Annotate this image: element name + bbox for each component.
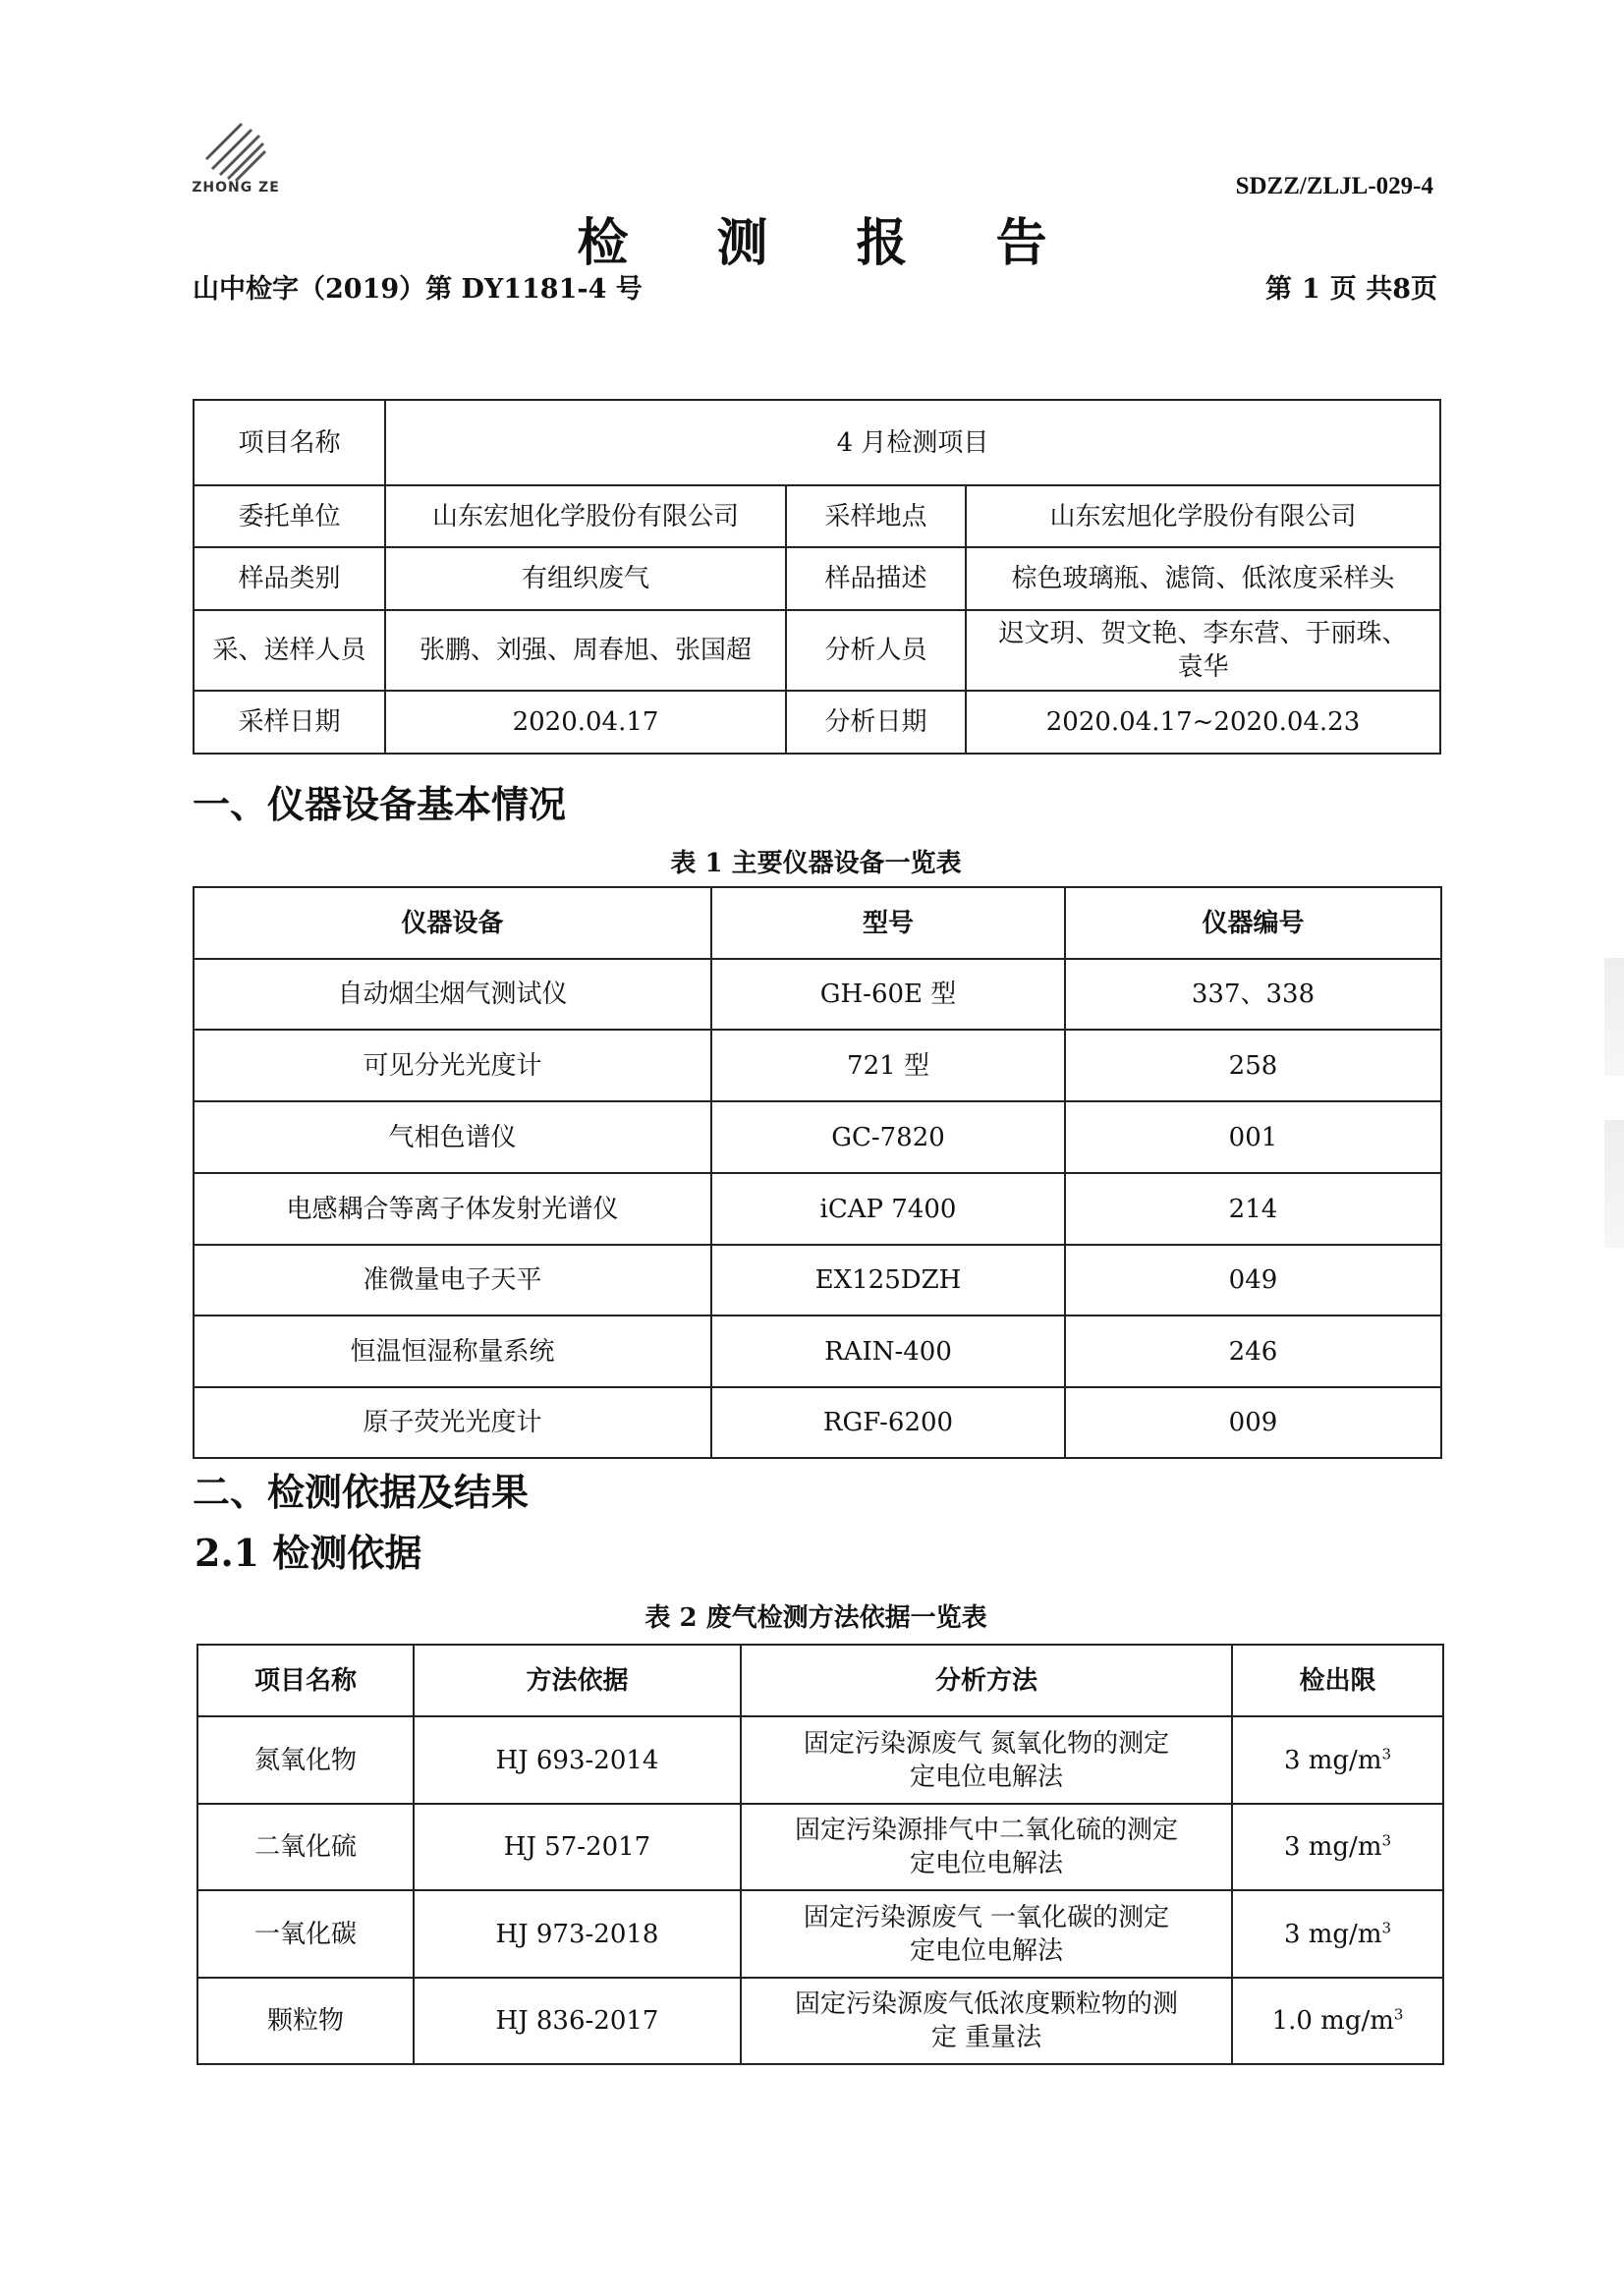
info-row-client <box>194 485 1440 547</box>
column-header: 型号 <box>711 887 1065 959</box>
info-value: 山东宏旭化学股份有限公司 <box>966 485 1440 547</box>
info-value: 张鹏、刘强、周春旭、张国超 <box>385 610 786 691</box>
subsection-heading: 2.1 检测依据 <box>195 1531 422 1575</box>
limit-exponent: 3 <box>1381 1918 1392 1936</box>
seal-mark <box>1604 1120 1624 1248</box>
table-cell <box>741 1804 1232 1890</box>
limit-value: 1.0 mg/m <box>1271 2006 1394 2036</box>
info-row-staff <box>194 610 1440 691</box>
column-header: 检出限 <box>1232 1645 1443 1716</box>
table-cell <box>741 1890 1232 1978</box>
analyst-line: 迟文玥、贺文艳、李东营、于丽珠、 <box>998 619 1408 648</box>
table-cell: 一氧化碳 <box>197 1890 414 1978</box>
info-row-project <box>194 400 1440 485</box>
section-heading: 一、仪器设备基本情况 <box>193 782 567 826</box>
method-line: 定 重量法 <box>930 2023 1042 2052</box>
method-line: 定电位电解法 <box>909 1935 1063 1966</box>
info-label: 项目名称 <box>194 400 385 485</box>
info-row-dates <box>194 691 1440 754</box>
table-row <box>197 1716 1443 1804</box>
column-header: 方法依据 <box>414 1645 741 1716</box>
table-cell <box>741 1716 1232 1804</box>
table-cell: HJ 973-2018 <box>414 1890 741 1978</box>
table-cell: HJ 57-2017 <box>414 1804 741 1890</box>
limit-value: 3 mg/m <box>1283 1832 1382 1862</box>
table-cell: HJ 693-2014 <box>414 1716 741 1804</box>
table-cell <box>1232 1978 1443 2064</box>
table-cell: 337、338 <box>1065 959 1441 1030</box>
info-value <box>966 610 1440 691</box>
info-label: 分析人员 <box>786 610 966 691</box>
method-table <box>196 1644 1444 2065</box>
info-value: 2020.04.17~2020.04.23 <box>966 691 1440 754</box>
limit-value: 3 mg/m <box>1283 1919 1382 1949</box>
table-cell <box>1232 1716 1443 1804</box>
column-header: 仪器编号 <box>1065 887 1441 959</box>
analyst-line: 袁华 <box>1177 652 1229 682</box>
table-cell: GC-7820 <box>711 1101 1065 1173</box>
table-cell: RGF-6200 <box>711 1387 1065 1458</box>
limit-exponent: 3 <box>1393 2005 1404 2024</box>
info-value: 2020.04.17 <box>385 691 786 754</box>
page-prefix: 第 <box>1265 274 1292 305</box>
info-value: 棕色玻璃瓶、滤筒、低浓度采样头 <box>966 547 1440 610</box>
report-info-table <box>193 399 1441 755</box>
table-cell <box>1232 1890 1443 1978</box>
table-cell: 721 型 <box>711 1030 1065 1101</box>
table-cell: 246 <box>1065 1315 1441 1387</box>
table-cell: 214 <box>1065 1173 1441 1245</box>
table-cell: 氮氧化物 <box>197 1716 414 1804</box>
page-title: 检 测 报 告 <box>577 213 1083 273</box>
table-row <box>194 1245 1441 1315</box>
table-header-row <box>194 887 1441 959</box>
method-line: 固定污染源废气低浓度颗粒物的测 <box>794 1989 1178 2019</box>
method-line: 定电位电解法 <box>909 1849 1063 1878</box>
column-header: 项目名称 <box>197 1645 414 1716</box>
info-value: 4 月检测项目 <box>385 400 1440 485</box>
page-suffix: 页 <box>1411 274 1437 305</box>
table-row <box>194 1173 1441 1245</box>
info-row-sample <box>194 547 1440 610</box>
table-row <box>197 1978 1443 2064</box>
table-cell: 恒温恒湿称量系统 <box>194 1315 711 1387</box>
table-row <box>194 1030 1441 1101</box>
info-label: 采样日期 <box>194 691 385 754</box>
method-line: 固定污染源废气 氮氧化物的测定 <box>803 1728 1170 1759</box>
equipment-table <box>193 886 1442 1459</box>
table-cell: RAIN-400 <box>711 1315 1065 1387</box>
table-cell: 气相色谱仪 <box>194 1101 711 1173</box>
column-header: 仪器设备 <box>194 887 711 959</box>
table-cell: 电感耦合等离子体发射光谱仪 <box>194 1173 711 1245</box>
table-cell: 自动烟尘烟气测试仪 <box>194 959 711 1030</box>
column-header: 分析方法 <box>741 1645 1232 1716</box>
table-cell: 颗粒物 <box>197 1978 414 2064</box>
table-cell: 009 <box>1065 1387 1441 1458</box>
page-number: 1 <box>1302 274 1320 305</box>
limit-exponent: 3 <box>1381 1831 1392 1850</box>
limit-exponent: 3 <box>1381 1744 1392 1763</box>
table-row <box>194 959 1441 1030</box>
table-cell: HJ 836-2017 <box>414 1978 741 2064</box>
page-indicator <box>1265 267 1437 306</box>
method-line: 定电位电解法 <box>909 1762 1063 1792</box>
report-number: 山中检字（2019）第 DY1181-4 号 <box>193 274 643 305</box>
info-value: 山东宏旭化学股份有限公司 <box>385 485 786 547</box>
info-label: 采、送样人员 <box>194 610 385 691</box>
table-cell: GH-60E 型 <box>711 959 1065 1030</box>
table-cell <box>1232 1804 1443 1890</box>
logo-text: ZHONG ZE <box>192 180 280 196</box>
table-cell: 可见分光光度计 <box>194 1030 711 1101</box>
info-label: 委托单位 <box>194 485 385 547</box>
info-label: 样品类别 <box>194 547 385 610</box>
info-label: 样品描述 <box>786 547 966 610</box>
table-row <box>197 1890 1443 1978</box>
table-cell: 258 <box>1065 1030 1441 1101</box>
seal-mark <box>1604 958 1624 1076</box>
info-label: 采样地点 <box>786 485 966 547</box>
info-value: 有组织废气 <box>385 547 786 610</box>
table-row <box>194 1387 1441 1458</box>
table-header-row <box>197 1645 1443 1716</box>
limit-value: 3 mg/m <box>1283 1745 1382 1775</box>
method-line: 固定污染源排气中二氧化硫的测定 <box>794 1816 1178 1845</box>
table-cell: EX125DZH <box>711 1245 1065 1315</box>
table-caption: 表 1 主要仪器设备一览表 <box>670 849 962 878</box>
table-cell: iCAP 7400 <box>711 1173 1065 1245</box>
table-cell: 原子荧光光度计 <box>194 1387 711 1458</box>
document-code: SDZZ/ZLJL-029-4 <box>1235 173 1433 199</box>
page-total: 8 <box>1392 274 1411 305</box>
table-caption: 表 2 废气检测方法依据一览表 <box>644 1603 987 1633</box>
table-row <box>197 1804 1443 1890</box>
table-cell: 准微量电子天平 <box>194 1245 711 1315</box>
table-row <box>194 1315 1441 1387</box>
table-cell: 049 <box>1065 1245 1441 1315</box>
table-cell <box>741 1978 1232 2064</box>
section-heading: 二、检测依据及结果 <box>193 1470 530 1514</box>
table-row <box>194 1101 1441 1173</box>
table-cell: 二氧化硫 <box>197 1804 414 1890</box>
page-mid: 页 共 <box>1329 274 1393 305</box>
table-cell: 001 <box>1065 1101 1441 1173</box>
info-label: 分析日期 <box>786 691 966 754</box>
method-line: 固定污染源废气 一氧化碳的测定 <box>803 1902 1170 1932</box>
